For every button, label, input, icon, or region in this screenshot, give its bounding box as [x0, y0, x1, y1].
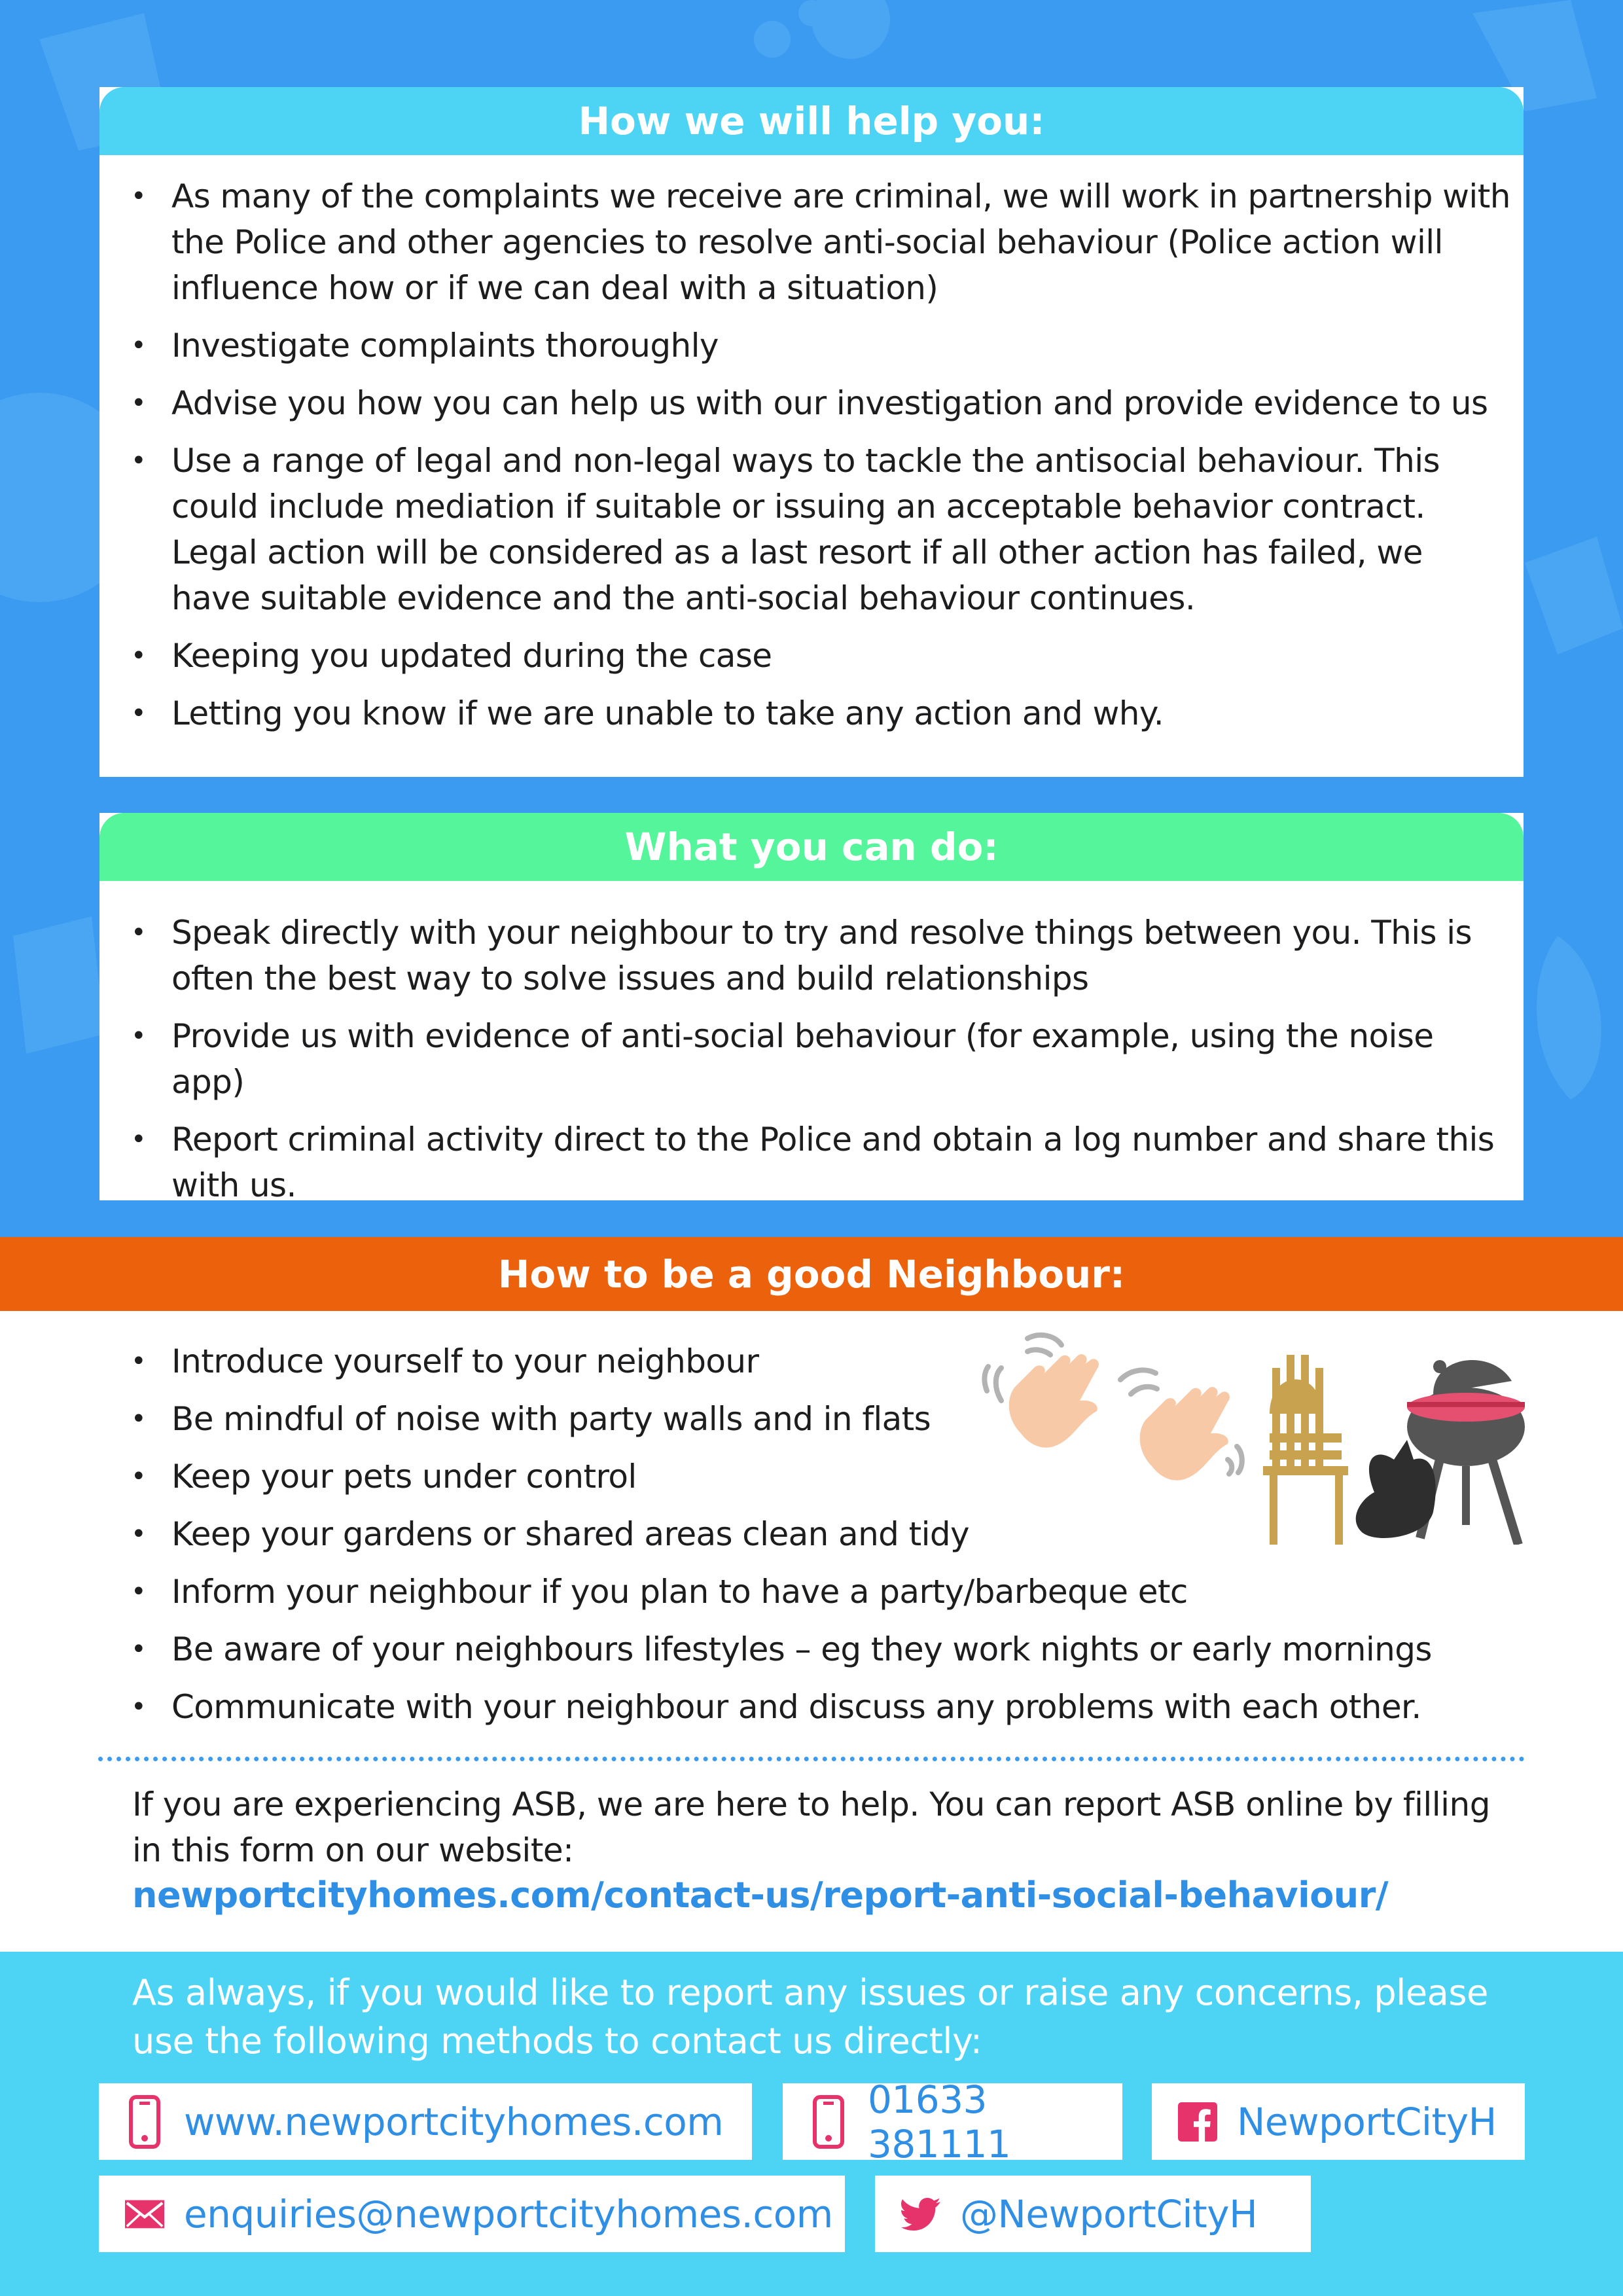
- report-asb-link[interactable]: newportcityhomes.com/contact-us/report-anti-social-behaviour/: [132, 1874, 1389, 1916]
- list-item: • Provide us with evidence of anti-social behaviour (for example, using the noise app): [99, 1013, 1510, 1105]
- list-item: • Report criminal activity direct to the Police and obtain a log number and share this with us.: [99, 1117, 1510, 1208]
- phone-contact[interactable]: [783, 2077, 1122, 2166]
- list-item: • Keeping you updated during the case: [99, 633, 1510, 679]
- facebook-icon: [1178, 2096, 1217, 2148]
- contact-section: [0, 1952, 1623, 2296]
- contact-intro: As always, if you would like to report any issues or raise any concerns, please use the following methods to contact us directly:: [132, 1972, 1488, 2062]
- twitter-icon: [901, 2188, 940, 2240]
- bin-bag-icon: [1356, 1440, 1436, 1538]
- neighbour-illustration: [982, 1329, 1551, 1545]
- list-item: • Communicate with your neighbour and discuss any problems with each other.: [99, 1684, 1524, 1730]
- help-card: [99, 87, 1524, 777]
- email-text: enquiries@newportcityhomes.com: [184, 2191, 833, 2236]
- phone-icon: [125, 2096, 164, 2148]
- what-you-can-do-heading: What you can do:: [99, 813, 1524, 881]
- envelope-icon: [125, 2188, 164, 2240]
- good-neighbour-heading: How to be a good Neighbour:: [0, 1237, 1623, 1311]
- list-item: • As many of the complaints we receive are criminal, we will work in partnership with the Police and other agencies to resolve anti-social behaviour (Police action will influence how or if we can deal with a situation): [99, 173, 1510, 311]
- list-item: • Inform your neighbour if you plan to have a party/barbeque etc: [99, 1569, 1524, 1615]
- list-item: • Be aware of your neighbours lifestyles – eg they work nights or early mornings: [99, 1626, 1524, 1672]
- list-item: • Use a range of legal and non-legal ways to tackle the antisocial behaviour. This could include mediation if suitable or issuing an acceptable behavior contract. Legal action will be considered as a last resort if all other action has failed, we have suitable evidence and the anti-social behaviour continues.: [99, 438, 1510, 621]
- help-list: [99, 173, 1510, 736]
- good-neighbour-section: [0, 1237, 1623, 1952]
- waving-hand-icon: [984, 1335, 1099, 1448]
- report-asb-text: If you are experiencing ASB, we are here to help. You can report ASB online by filling in this form on our website:: [132, 1785, 1490, 1869]
- garden-chair-icon: [1263, 1355, 1348, 1545]
- email-contact[interactable]: [99, 2176, 845, 2252]
- phone-text: 01633 381111: [868, 2077, 1011, 2166]
- list-item: • Be mindful of noise with party walls and in flats: [99, 1396, 1524, 1442]
- list-item: • Introduce yourself to your neighbour: [99, 1338, 1524, 1384]
- facebook-contact[interactable]: [1152, 2083, 1525, 2160]
- what-you-can-do-card: [99, 813, 1524, 1204]
- dotted-divider: [98, 1757, 1525, 1761]
- list-item: • Letting you know if we are unable to take any action and why.: [99, 691, 1510, 736]
- list-item: • Advise you how you can help us with our investigation and provide evidence to us: [99, 380, 1510, 426]
- waving-hand-icon: [1120, 1370, 1242, 1480]
- website-contact[interactable]: [99, 2083, 752, 2160]
- list-item: • Speak directly with your neighbour to try and resolve things between you. This is often the best way to solve issues and build relationships: [99, 910, 1510, 1001]
- list-item: • Investigate complaints thoroughly: [99, 323, 1510, 368]
- help-heading: How we will help you:: [99, 87, 1524, 155]
- list-item: • Keep your pets under control: [99, 1454, 1524, 1499]
- twitter-contact[interactable]: [875, 2176, 1311, 2252]
- twitter-text: @NewportCityH: [960, 2191, 1258, 2236]
- list-item: • Keep your gardens or shared areas clean and tidy: [99, 1511, 1524, 1557]
- website-text: www.newportcityhomes.com: [184, 2099, 724, 2144]
- phone-icon: [809, 2096, 848, 2148]
- facebook-text: NewportCityH: [1237, 2099, 1497, 2144]
- what-you-can-do-list: [99, 910, 1510, 1208]
